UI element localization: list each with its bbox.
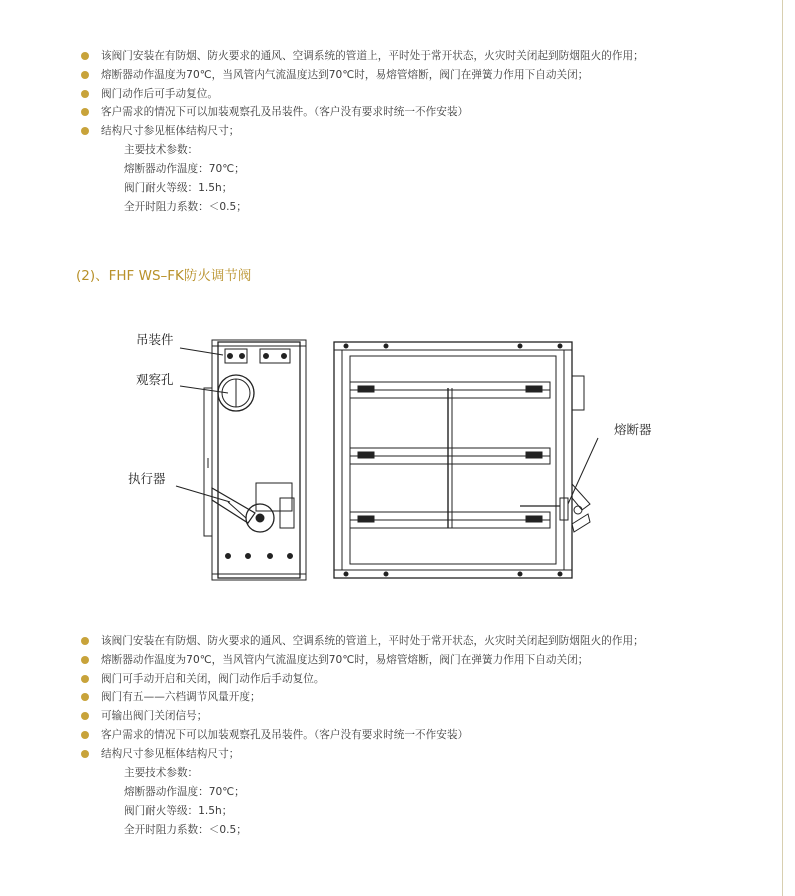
hanger-leader <box>180 348 223 355</box>
section2-bullet-list <box>78 632 738 764</box>
label-fuse: 熔断器 <box>614 422 652 437</box>
bullet-dot-icon <box>81 656 89 664</box>
label-view-port: 观察孔 <box>136 372 174 387</box>
list-item: 可输出阀门关闭信号； <box>78 707 738 726</box>
param-resistance: 全开时阻力系数：＜0.5； <box>124 201 247 213</box>
list-item: 熔断器动作温度为70℃，当风管内气流温度达到70℃时，易熔管熔断，阀门在弹簧力作用下自动关闭； <box>78 66 738 85</box>
param-resistance: 全开时阻力系数：＜0.5； <box>124 824 247 836</box>
list-item: 阀门有五——六档调节风量开度； <box>78 688 738 707</box>
bullet-dot-icon <box>81 693 89 701</box>
page-edge-rule <box>782 0 783 896</box>
bullet-dot-icon <box>81 712 89 720</box>
bullet-dot-icon <box>81 750 89 758</box>
front-view <box>334 342 590 578</box>
list-item: 该阀门安装在有防烟、防火要求的通风、空调系统的管道上，平时处于常开状态，火灾时关闭起到防烟阻火的作用； <box>78 632 738 651</box>
bullet-dot-icon <box>81 675 89 683</box>
section2-parameters <box>124 764 424 840</box>
bullet-dot-icon <box>81 71 89 79</box>
list-item: 结构尺寸参见框体结构尺寸； <box>78 745 738 764</box>
bullet-dot-icon <box>81 108 89 116</box>
bullet-dot-icon <box>81 731 89 739</box>
section2-title: (2)、FHF WS–FK防火调节阀 <box>76 268 252 284</box>
parameters-heading: 主要技术参数： <box>124 144 199 156</box>
list-item: 阀门可手动开启和关闭，阀门动作后手动复位。 <box>78 670 738 689</box>
section1-bullet-list <box>78 47 738 141</box>
label-actuator: 执行器 <box>128 471 166 486</box>
list-item: 客户需求的情况下可以加装观察孔及吊装件。（客户没有要求时统一不作安装） <box>78 103 738 122</box>
bullet-dot-icon <box>81 637 89 645</box>
list-item: 结构尺寸参见框体结构尺寸； <box>78 122 738 141</box>
bullet-dot-icon <box>81 90 89 98</box>
list-item: 客户需求的情况下可以加装观察孔及吊装件。（客户没有要求时统一不作安装） <box>78 726 738 745</box>
bullet-dot-icon <box>81 52 89 60</box>
section1-parameters <box>124 141 424 217</box>
list-item: 阀门动作后可手动复位。 <box>78 85 738 104</box>
bullet-dot-icon <box>81 127 89 135</box>
list-item: 该阀门安装在有防烟、防火要求的通风、空调系统的管道上，平时处于常开状态，火灾时关闭起到防烟阻火的作用； <box>78 47 738 66</box>
param-fire-rating: 阀门耐火等级：1.5h； <box>124 805 233 817</box>
valve-diagram <box>120 318 680 592</box>
parameters-heading: 主要技术参数： <box>124 767 199 779</box>
list-item: 熔断器动作温度为70℃，当风管内气流温度达到70℃时，易熔管熔断，阀门在弹簧力作用下自动关闭； <box>78 651 738 670</box>
side-view <box>204 340 306 580</box>
param-fuse-temperature: 熔断器动作温度：70℃； <box>124 163 245 175</box>
param-fuse-temperature: 熔断器动作温度：70℃； <box>124 786 245 798</box>
param-fire-rating: 阀门耐火等级：1.5h； <box>124 182 233 194</box>
label-hanger: 吊装件 <box>136 332 174 347</box>
